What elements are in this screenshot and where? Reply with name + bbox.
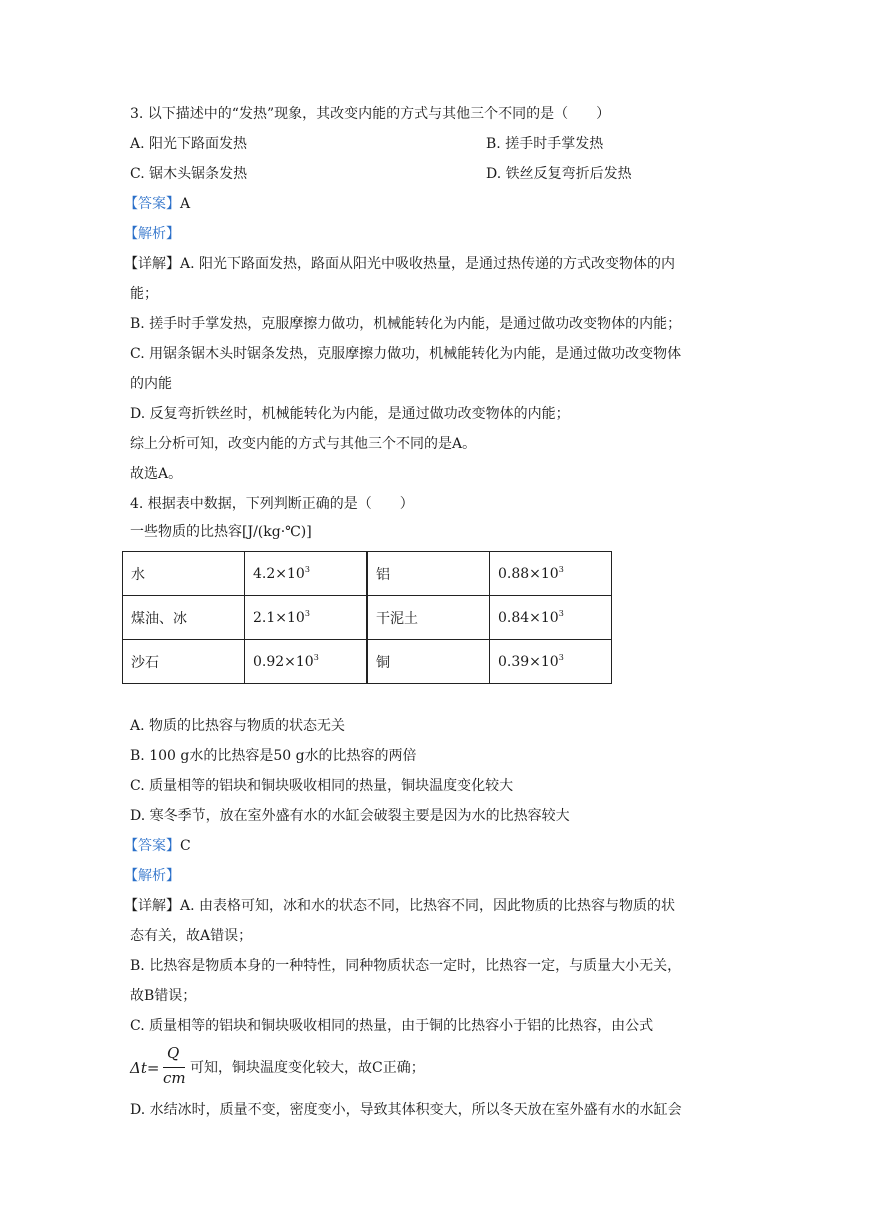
table-cell-value: $0.39\times 10^3$: [490, 640, 612, 684]
table-row: [123, 596, 612, 640]
table-cell-value: $4.2\times 10^3$: [245, 552, 368, 596]
q4-detail-line-2: 态有关，故A错误；: [130, 928, 253, 944]
table-cell-name: 水: [123, 552, 245, 596]
table-cell-value: $0.88\times 10^3$: [490, 552, 612, 596]
q3-detail-line-4: C. 用锯条锯木头时锯条发热，克服摩擦力做功，机械能转化为内能，是通过做功改变物体: [130, 346, 682, 362]
q4-detail-line-6: D. 水结冰时，质量不变，密度变小，导致其体积变大，所以冬天放在室外盛有水的水缸会: [130, 1102, 682, 1118]
q4-stem: 4. 根据表中数据，下列判断正确的是（ ）: [130, 496, 414, 512]
q3-option-b: B. 搓手时手掌发热: [486, 136, 604, 152]
q4-option-a: A. 物质的比热容与物质的状态无关: [130, 718, 346, 734]
q4-analysis-tag: 【解析】: [124, 868, 180, 884]
table-row: [123, 552, 612, 596]
answer-tag: 【答案】: [124, 838, 180, 854]
q4-option-d: D. 寒冬季节，放在室外盛有水的水缸会破裂主要是因为水的比热容较大: [130, 808, 570, 824]
table-cell-name: 煤油、冰: [123, 596, 245, 640]
q3-option-a: A. 阳光下路面发热: [130, 136, 248, 152]
q3-answer: [124, 194, 190, 214]
detail-text: A. 由表格可知，冰和水的状态不同，比热容不同，因此物质的比热容与物质的状: [180, 898, 676, 914]
q4-detail-line-4: 故B错误；: [130, 988, 197, 1004]
formula-numerator: Q: [167, 1044, 180, 1062]
q3-detail-line-1: [124, 254, 675, 274]
q4-option-b: B. 100 g水的比热容是50 g水的比热容的两倍: [130, 748, 417, 764]
q3-option-d: D. 铁丝反复弯折后发热: [486, 166, 632, 182]
formula-lhs: Δt=: [130, 1059, 160, 1077]
table-cell-value: $2.1\times 10^3$: [245, 596, 368, 640]
answer-value: C: [180, 838, 191, 854]
q4-option-c: C. 质量相等的铝块和铜块吸收相同的热量，铜块温度变化较大: [130, 778, 514, 794]
fraction-bar: [163, 1067, 185, 1068]
detail-tag: 【详解】: [124, 256, 180, 272]
q4-detail-line-5: C. 质量相等的铝块和铜块吸收相同的热量，由于铜的比热容小于铝的比热容，由公式: [130, 1018, 654, 1034]
q4-detail-line-1: [124, 896, 675, 916]
formula-denominator: cm: [163, 1069, 186, 1087]
table-row: [123, 640, 612, 684]
table-cell-name: 铝: [367, 552, 490, 596]
q4-answer: [124, 836, 191, 856]
q3-detail-line-2: 能；: [130, 286, 158, 302]
detail-text: A. 阳光下路面发热，路面从阳光中吸收热量，是通过热传递的方式改变物体的内: [180, 256, 676, 272]
table-caption: 一些物质的比热容[J/(kg·℃)]: [130, 524, 312, 540]
q3-option-c: C. 锯木头锯条发热: [130, 166, 248, 182]
formula: [130, 1044, 190, 1092]
q4-detail-line-3: B. 比热容是物质本身的一种特性，同种物质状态一定时，比热容一定，与质量大小无关，: [130, 958, 682, 974]
answer-tag: 【答案】: [124, 196, 180, 212]
detail-tag: 【详解】: [124, 898, 180, 914]
formula-conclusion: 可知，铜块温度变化较大，故C正确；: [190, 1060, 425, 1076]
q3-detail-line-5: 的内能: [130, 376, 172, 392]
q3-detail-line-7: 综上分析可知，改变内能的方式与其他三个不同的是A。: [130, 436, 477, 452]
q3-detail-line-8: 故选A。: [130, 466, 183, 482]
table-cell-name: 干泥土: [367, 596, 490, 640]
table-cell-name: 铜: [367, 640, 490, 684]
table-cell-value: $0.84\times 10^3$: [490, 596, 612, 640]
table-cell-name: 沙石: [123, 640, 245, 684]
answer-value: A: [180, 196, 191, 212]
specific-heat-table: [122, 551, 612, 684]
q3-stem: 3. 以下描述中的“发热”现象，其改变内能的方式与其他三个不同的是（ ）: [130, 106, 611, 122]
q3-detail-line-6: D. 反复弯折铁丝时，机械能转化为内能，是通过做功改变物体的内能；: [130, 406, 570, 422]
table-cell-value: $0.92\times 10^3$: [245, 640, 368, 684]
q3-detail-line-3: B. 搓手时手掌发热，克服摩擦力做功，机械能转化为内能，是通过做功改变物体的内能；: [130, 316, 682, 332]
q3-analysis-tag: 【解析】: [124, 226, 180, 242]
